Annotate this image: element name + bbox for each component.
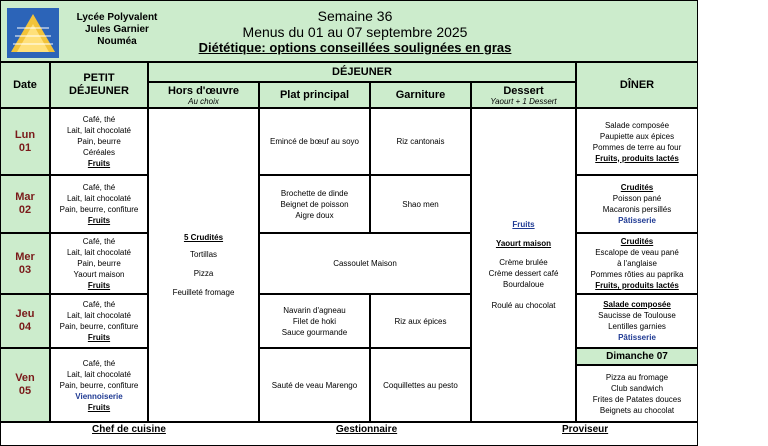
dessert-item: Crème dessert café: [488, 269, 559, 278]
side-item: Riz aux épices: [394, 316, 447, 326]
dinner-tue: [576, 175, 698, 233]
side-item: Shao men: [402, 199, 439, 209]
breakfast-item: Lait, lait chocolaté: [66, 369, 132, 379]
breakfast-item: Lait, lait chocolaté: [66, 194, 132, 203]
dinner-thu: [576, 294, 698, 348]
school-line-2: Jules Garnier: [85, 24, 149, 35]
dinner-item: Pizza au fromage: [605, 372, 669, 382]
day-label-fri: [0, 348, 50, 422]
breakfast-fri: [50, 348, 148, 422]
breakfast-fruit: Fruits: [87, 159, 111, 168]
dinner-item: Macaronis persillés: [602, 205, 672, 214]
breakfast-fruit: Fruits: [87, 333, 111, 342]
breakfast-pastry: Viennoiserie: [75, 391, 123, 401]
main-item: Beignet de poisson: [280, 199, 349, 209]
dinner-item-highlight: Fruits, produits lactés: [595, 281, 679, 290]
dinner-item: Pommes rôties au paprika: [590, 270, 684, 279]
side-thu: [370, 294, 471, 348]
breakfast-fruit: Fruits: [87, 402, 111, 412]
breakfast-item: Yaourt maison: [73, 270, 125, 279]
main-tue: [259, 175, 370, 233]
day-label-mon: [0, 108, 50, 175]
dinner-item-highlight: Crudités: [620, 237, 654, 246]
sunday-text: Dimanche 07: [606, 351, 668, 362]
dessert-column: [471, 108, 576, 422]
dinner-item: Salade composée: [604, 120, 670, 130]
main-fri: [259, 348, 370, 422]
col-lunch-label: DÉJEUNER: [332, 66, 392, 78]
starter-column: [148, 108, 259, 422]
dinner-item-pastry: Pâtisserie: [618, 216, 656, 225]
dessert-yaourt: Yaourt maison: [495, 239, 552, 248]
breakfast-item: Pain, beurre, confiture: [59, 322, 139, 331]
day-number: 02: [18, 204, 32, 216]
dinner-item: Escalope de veau pané: [595, 248, 679, 257]
dinner-item: Poisson pané: [612, 194, 662, 203]
col-dinner-label: DÎNER: [619, 79, 655, 91]
breakfast-item: Céréales: [82, 148, 115, 157]
footer-principal: Proviseur: [562, 424, 609, 435]
col-main: [259, 82, 370, 108]
dinner-item: Beignets au chocolat: [599, 405, 675, 415]
dinner-item-highlight: Salade composée: [603, 300, 671, 309]
col-main-label: Plat principal: [279, 89, 350, 101]
dessert-item: Roulé au chocolat: [491, 301, 556, 310]
day-label-wed: [0, 233, 50, 294]
main-item: Filet de hoki: [292, 316, 337, 326]
col-dessert: [471, 82, 576, 108]
dinner-item: Lentilles garnies: [608, 322, 666, 331]
header-text: [170, 4, 540, 60]
dinner-item: Club sandwich: [610, 383, 664, 393]
dinner-item: à l'anglaise: [617, 259, 657, 268]
dinner-wed: [576, 233, 698, 294]
breakfast-item: Café, thé: [82, 358, 116, 368]
day-number: 04: [18, 321, 32, 333]
main-mon: [259, 108, 370, 175]
dinner-item: Frites de Patates douces: [592, 394, 682, 404]
dessert-item: Bourdaloue: [503, 280, 544, 289]
breakfast-item: Café, thé: [82, 115, 116, 124]
main-item: Cassoulet Maison: [333, 259, 397, 268]
date-range: Menus du 01 au 07 septembre 2025: [242, 24, 468, 40]
week-title: Semaine 36: [317, 8, 393, 24]
main-item: Aigre doux: [295, 210, 334, 220]
dessert-item: Crème brulée: [499, 258, 548, 267]
breakfast-thu: [50, 294, 148, 348]
side-item: Riz cantonais: [396, 137, 445, 146]
side-tue: [370, 175, 471, 233]
main-item: Sauce gourmande: [281, 327, 348, 337]
col-breakfast: [50, 62, 148, 108]
starter-item: Feuilleté fromage: [172, 288, 235, 297]
day-label-thu: [0, 294, 50, 348]
breakfast-item: Lait, lait chocolaté: [66, 248, 132, 257]
main-item: Sauté de veau Marengo: [271, 380, 358, 390]
col-starter-sub: Au choix: [188, 96, 219, 106]
breakfast-item: Pain, beurre: [77, 137, 121, 146]
col-dessert-sub: Yaourt + 1 Dessert: [490, 96, 557, 106]
dessert-fruits: Fruits: [512, 220, 535, 229]
col-date-label: Date: [13, 79, 37, 91]
col-side: [370, 82, 471, 108]
main-wed: [259, 233, 471, 294]
day-number: 05: [18, 385, 32, 397]
breakfast-fruit: Fruits: [87, 216, 111, 225]
col-date: [0, 62, 50, 108]
main-item: Brochette de dinde: [280, 188, 349, 198]
day-name: Mar: [15, 191, 35, 203]
col-side-label: Garniture: [395, 89, 446, 101]
sunday-label: [576, 348, 698, 365]
day-number: 03: [18, 263, 32, 276]
dinner-item: Pommes de terre au four: [592, 142, 682, 152]
footer-chef: Chef de cuisine: [92, 424, 166, 435]
col-lunch: [148, 62, 576, 82]
breakfast-item: Café, thé: [82, 183, 116, 192]
col-dinner: [576, 62, 698, 108]
school-line-3: Nouméa: [97, 36, 137, 47]
day-name: Lun: [14, 128, 36, 141]
starter-item: Pizza: [193, 269, 214, 278]
day-name: Mer: [15, 250, 35, 263]
dinner-mon: [576, 108, 698, 175]
school-line-1: Lycée Polyvalent: [76, 12, 158, 23]
breakfast-item: Café, thé: [82, 300, 116, 309]
breakfast-item: Pain, beurre: [77, 259, 121, 268]
col-dessert-label: Dessert: [503, 84, 544, 97]
breakfast-mon: [50, 108, 148, 175]
starter-item: Tortillas: [189, 250, 218, 259]
day-name: Jeu: [15, 308, 35, 320]
col-starter-label: Hors d'œuvre: [167, 84, 240, 97]
breakfast-item: Lait, lait chocolaté: [66, 311, 132, 320]
dinner-item: Paupiette aux épices: [599, 131, 675, 141]
breakfast-item: Lait, lait chocolaté: [66, 126, 132, 135]
dinner-item-highlight: Fruits, produits lactés: [595, 153, 679, 163]
breakfast-item: Pain, beurre, confiture: [59, 205, 139, 214]
school-name: [62, 10, 172, 50]
side-item: Coquillettes au pesto: [383, 380, 458, 390]
main-thu: [259, 294, 370, 348]
side-fri: [370, 348, 471, 422]
day-name: Ven: [15, 372, 35, 384]
diet-note: Diététique: options conseillées soulignées en gras: [198, 40, 512, 55]
breakfast-wed: [50, 233, 148, 294]
main-item: Navarin d'agneau: [283, 305, 346, 315]
side-mon: [370, 108, 471, 175]
main-item: Emincé de bœuf au soyo: [270, 137, 359, 146]
starter-title: 5 Crudités: [183, 233, 224, 242]
logo-graphic: [7, 8, 59, 58]
dinner-item: Saucisse de Toulouse: [598, 311, 676, 320]
col-starter: [148, 82, 259, 108]
breakfast-item: Café, thé: [82, 237, 116, 246]
day-label-tue: [0, 175, 50, 233]
dinner-item-highlight: Crudités: [620, 183, 654, 192]
dinner-sunday: [576, 365, 698, 422]
footer-manager: Gestionnaire: [336, 424, 398, 435]
breakfast-fruit: Fruits: [87, 281, 111, 290]
dinner-item-pastry: Pâtisserie: [618, 333, 656, 342]
breakfast-item: Pain, beurre, confiture: [59, 380, 139, 390]
day-number: 01: [18, 141, 32, 154]
school-logo: [7, 8, 59, 58]
col-breakfast-label: PETIT DÉJEUNER: [69, 72, 129, 97]
breakfast-tue: [50, 175, 148, 233]
